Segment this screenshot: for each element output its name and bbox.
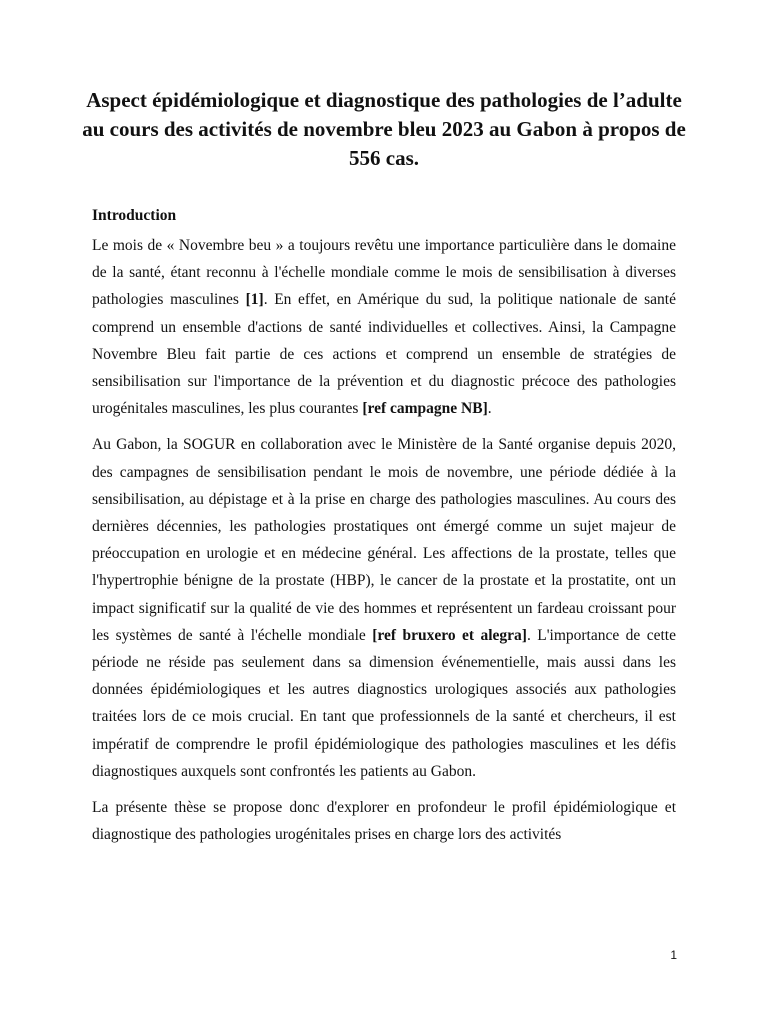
- paragraph-text: . L'importance de cette période ne réside pas seulement dans sa dimension événementielle, mais aussi dans les données épidémiologiques et les autres diagnostics urologiques associés aux pathologies traitées lors de ce mois crucial. En tant que professionnels de la santé et chercheurs, il est impératif de comprendre le profil épidémiologique des pathologies masculines et les défis diagnostiques auxquels sont confrontés les patients au Gabon.: [92, 626, 676, 780]
- paragraph-text: Le mois de « Novembre beu » a toujours revêtu une importance particulière dans le domaine de la santé, étant reconnu à l'échelle mondiale comme le mois de sensibilisation à diverses pathologies masculines: [92, 237, 676, 309]
- document-title: Aspect épidémiologique et diagnostique des pathologies de l’adulte au cours des activités de novembre bleu 2023 au Gabon à propos de 556 cas.: [82, 88, 686, 170]
- page-number: 1: [670, 948, 677, 962]
- reference-citation: [1]: [245, 291, 264, 309]
- reference-citation: [ref bruxero et alegra]: [372, 626, 527, 644]
- paragraph-text: . En effet, en Amérique du sud, la politique nationale de santé comprend un ensemble d'actions de santé individuelles et collectives. Ainsi, la Campagne Novembre Bleu fait partie de ces actions et comprend un ensemble de stratégies de sensibilisation sur l'importance de la prévention et du diagnostic précoce des pathologies urogénitales masculines, les plus courantes: [92, 291, 676, 418]
- paragraph-text: .: [487, 400, 492, 418]
- reference-citation: [ref campagne NB]: [362, 400, 488, 418]
- paragraph-text: La présente thèse se propose donc d'explorer en profondeur le profil épidémiologique et diagnostique des pathologies urogénitales prises en charge lors des activités: [92, 799, 676, 844]
- paragraph-2: [92, 431, 676, 785]
- paragraph-1: [92, 232, 676, 422]
- section-heading-introduction: Introduction: [92, 207, 177, 224]
- paragraph-3: [92, 794, 676, 848]
- body-text: [92, 232, 676, 857]
- paragraph-text: Au Gabon, la SOGUR en collaboration avec le Ministère de la Santé organise depuis 2020, des campagnes de sensibilisation pendant le mois de novembre, une période dédiée à la sensibilisation, au dépistage et à la prise en charge des pathologies masculines. Au cours des dernières décennies, les pathologies prostatiques ont émergé comme un sujet majeur de préoccupation en urologie et en médecine général. Les affections de la prostate, telles que l'hypertrophie bénigne de la prostate (HBP), le cancer de la prostate et la prostatite, ont un impact significatif sur la qualité de vie des hommes et représentent un fardeau croissant pour les systèmes de santé à l'échelle mondiale: [92, 436, 676, 644]
